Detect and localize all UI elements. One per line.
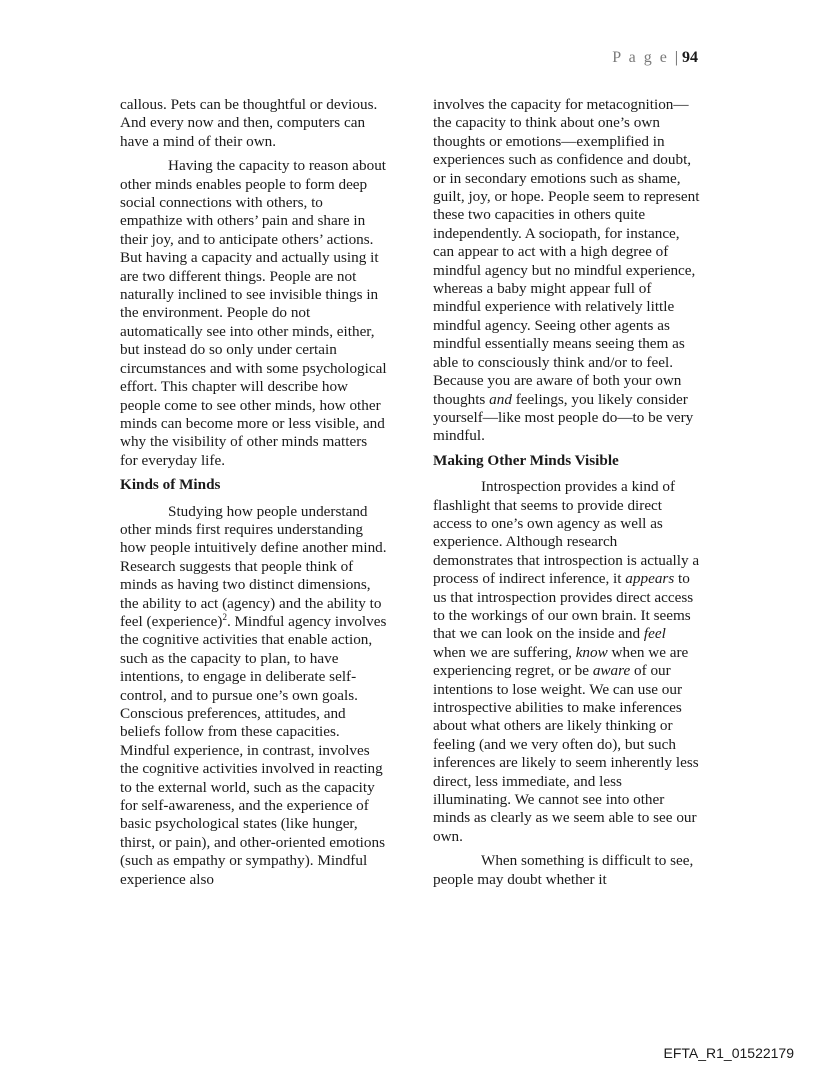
right-paragraph-2-text-c: when we are suffering,	[433, 643, 576, 661]
emphasis-aware: aware	[592, 662, 631, 680]
page-number: 94	[682, 49, 698, 66]
heading-kinds-of-minds: Kinds of Minds	[120, 476, 221, 494]
right-paragraph-2-text-e: of our intentions to lose weight. We can use our introspective abilities to make inferences about what others are likely thinking or feeling (and we very often do), but such inferences are likely to seem inherently less direct, less immediate, and less illuminating. We cannot see into other minds as clearly as we seem able to see our own.	[433, 662, 699, 845]
emphasis-feel: feel	[643, 625, 666, 643]
right-paragraph-1-text-a: involves the capacity for metacognition—the capacity to think about one’s own thoughts or emotions—exemplified in experiences such as confidence and doubt, or in secondary emotions such as shame, guilt, joy, or hope. People seem to represent these two capacities in others quite independently. A sociopath, for instance, can appear to act with a high degree of mindful agency but no mindful experience, whereas a baby might appear full of mindful experience with relatively little mindful agency. Seeing other agents as mindful essentially means seeing them as able to consciously think and/or to feel. Because you are aware of both your own thoughts	[433, 96, 700, 408]
page-header	[612, 49, 698, 67]
left-paragraph-2: Having the capacity to reason about other minds enables people to form deep social connections with others, to empathize with others’ pain and share in their joy, and to anticipate others’ actions. But having a capacity and actually using it are two different things. People are not naturally inclined to see invisible things in the environment. People do not automatically see into other minds, either, but instead do so only under certain circumstances and with some psychological effort. This chapter will describe how people come to see other minds, how other minds can become more or less visible, and why the visibility of other minds matters for everyday life.	[120, 157, 387, 469]
page-label: P a g e	[612, 49, 669, 66]
page-separator: |	[674, 49, 678, 66]
right-paragraph-2	[433, 478, 701, 846]
emphasis-appears: appears	[625, 570, 675, 588]
left-paragraph-3-text-a: Studying how people understand other minds first requires understanding how people intuitively define another mind. Research suggests that people think of minds as having two distinct dimensions, the ability to act (agency) and the ability to feel (experience)	[120, 502, 387, 630]
emphasis-know: know	[575, 643, 608, 661]
footnote-reference: 2	[222, 611, 227, 622]
right-column	[433, 96, 701, 895]
heading-making-other-minds-visible: Making Other Minds Visible	[433, 451, 619, 469]
right-paragraph-1	[433, 96, 701, 446]
right-paragraph-1-text-b: feelings, you likely consider yourself—like most people do—to be very mindful.	[433, 390, 694, 445]
right-paragraph-2-text-b: to us that introspection provides direct access to the workings of our own brain. It seems that we can look on the inside and	[433, 570, 694, 643]
emphasis-and: and	[489, 390, 512, 408]
left-column	[120, 96, 388, 895]
left-paragraph-3-text-b: . Mindful agency involves the cognitive activities that enable action, such as the capacity to plan, to have intentions, to engage in deliberate self-control, and to pursue one’s own goals. Conscious preferences, attitudes, and beliefs follow from these capacities. Mindful experience, in contrast, involves the cognitive activities involved in reacting to the external world, such as the capacity for self-awareness, and the experience of basic psychological states (like hunger, thirst, or pain), and other-oriented emotions (such as empathy or sympathy). Mindful experience also	[120, 612, 387, 888]
left-paragraph-3	[120, 503, 388, 890]
left-paragraph-1: callous. Pets can be thoughtful or devious. And every now and then, computers can have a mind of their own.	[120, 96, 378, 150]
right-paragraph-2-text-a: Introspection provides a kind of flashlight that seems to provide direct access to one’s own agency as well as experience. Although research demonstrates that introspection is actually a process of indirect inference, it	[433, 478, 700, 588]
right-paragraph-2-text-d: when we are experiencing regret, or be	[433, 643, 689, 680]
document-id: EFTA_R1_01522179	[663, 1045, 794, 1061]
right-paragraph-3: When something is difficult to see, people may doubt whether it	[433, 852, 694, 888]
